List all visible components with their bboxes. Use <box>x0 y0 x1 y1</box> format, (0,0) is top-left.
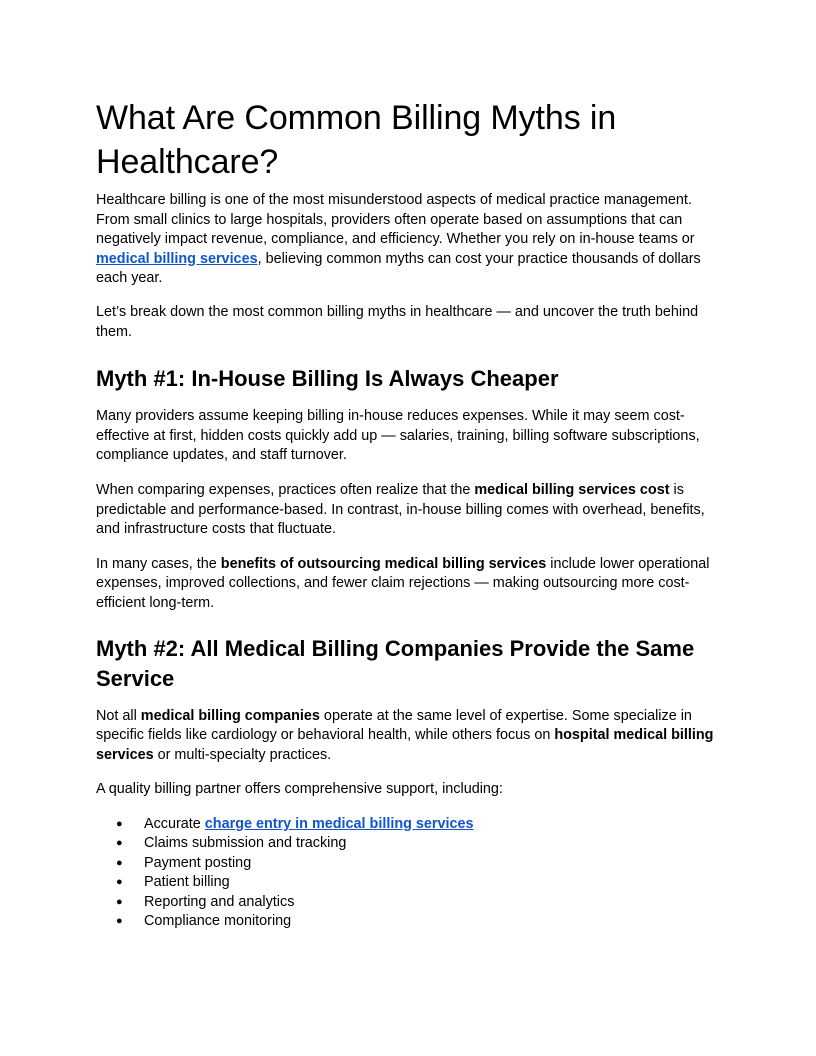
bullet-icon: ● <box>116 856 123 869</box>
list-item <box>116 834 720 854</box>
myth2-p1-text-b: operate at the same level of expertise. Some specialize in specific fields like cardiology or behavioral health, while others focus on <box>96 707 692 744</box>
myth1-p3-text-after: include lower operational expenses, improved collections, and fewer claim rejections — making outsourcing more cost-efficient long-term. <box>96 555 710 611</box>
intro-text-after-link: , believing common myths can cost your practice thousands of dollars each year. <box>96 250 701 287</box>
document-page <box>96 96 720 932</box>
myth1-paragraph-2 <box>96 481 720 540</box>
myth1-p3-bold: benefits of outsourcing medical billing services <box>220 555 547 572</box>
intro-paragraph-2: Let’s break down the most common billing myths in healthcare — and uncover the truth behind them. <box>96 303 699 340</box>
myth1-p2-text-after: is predictable and performance-based. In contrast, in-house billing comes with overhead, benefits, and infrastructure costs that fluctuate. <box>96 481 705 538</box>
myth1-heading: Myth #1: In-House Billing Is Always Cheaper <box>96 366 559 392</box>
list-item <box>116 893 720 913</box>
myth2-p1-text-a: Not all <box>96 707 141 724</box>
myth2-p1-text-c: or multi-specialty practices. <box>153 746 332 763</box>
list-item-prefix: Accurate <box>144 815 205 832</box>
myth2-p1-bold-companies: medical billing companies <box>140 707 320 724</box>
list-item-label: Compliance monitoring <box>144 913 292 930</box>
myth2-heading: Myth #2: All Medical Billing Companies Provide the Same Service <box>96 635 695 691</box>
myth1-p2-text-before: When comparing expenses, practices often realize that the <box>96 481 475 498</box>
list-item-label: Patient billing <box>144 874 230 891</box>
bullet-icon: ● <box>116 915 123 928</box>
bullet-icon: ● <box>116 876 123 889</box>
myth2-paragraph-1 <box>96 707 720 766</box>
bullet-icon: ● <box>116 895 123 908</box>
list-item <box>116 873 720 893</box>
bullet-icon: ● <box>116 837 123 850</box>
intro-paragraph-1 <box>96 191 720 289</box>
list-item <box>116 854 720 874</box>
list-item <box>116 815 720 835</box>
list-item <box>116 912 720 932</box>
myth1-p2-bold: medical billing services cost <box>474 481 670 498</box>
bullet-icon: ● <box>116 817 123 830</box>
intro-text-before-link: Healthcare billing is one of the most misunderstood aspects of medical practice management. From small clinics to large hospitals, providers often operate based on assumptions that can negatively impact revenue, compliance, and efficiency. Whether you rely on in-house teams or <box>96 192 695 248</box>
page-title: What Are Common Billing Myths in Healthcare? <box>96 99 617 181</box>
list-item-label: Reporting and analytics <box>144 893 295 910</box>
services-list <box>96 815 720 932</box>
myth1-paragraph-1: Many providers assume keeping billing in-house reduces expenses. While it may seem cost-effective at first, hidden costs quickly add up — salaries, training, billing software subscriptions, compliance updates, and staff turnover. <box>96 408 700 464</box>
list-item-label: Claims submission and tracking <box>144 835 347 852</box>
list-item-label: Payment posting <box>144 854 252 871</box>
myth1-paragraph-3 <box>96 555 720 614</box>
myth2-paragraph-2: A quality billing partner offers comprehensive support, including: <box>96 781 503 798</box>
medical-billing-services-link[interactable]: medical billing services <box>96 250 258 267</box>
myth1-p3-text-before: In many cases, the <box>96 555 221 572</box>
myth2-p1-bold-hospital: hospital medical billing services <box>96 727 714 763</box>
charge-entry-link[interactable]: charge entry in medical billing services <box>204 815 474 832</box>
